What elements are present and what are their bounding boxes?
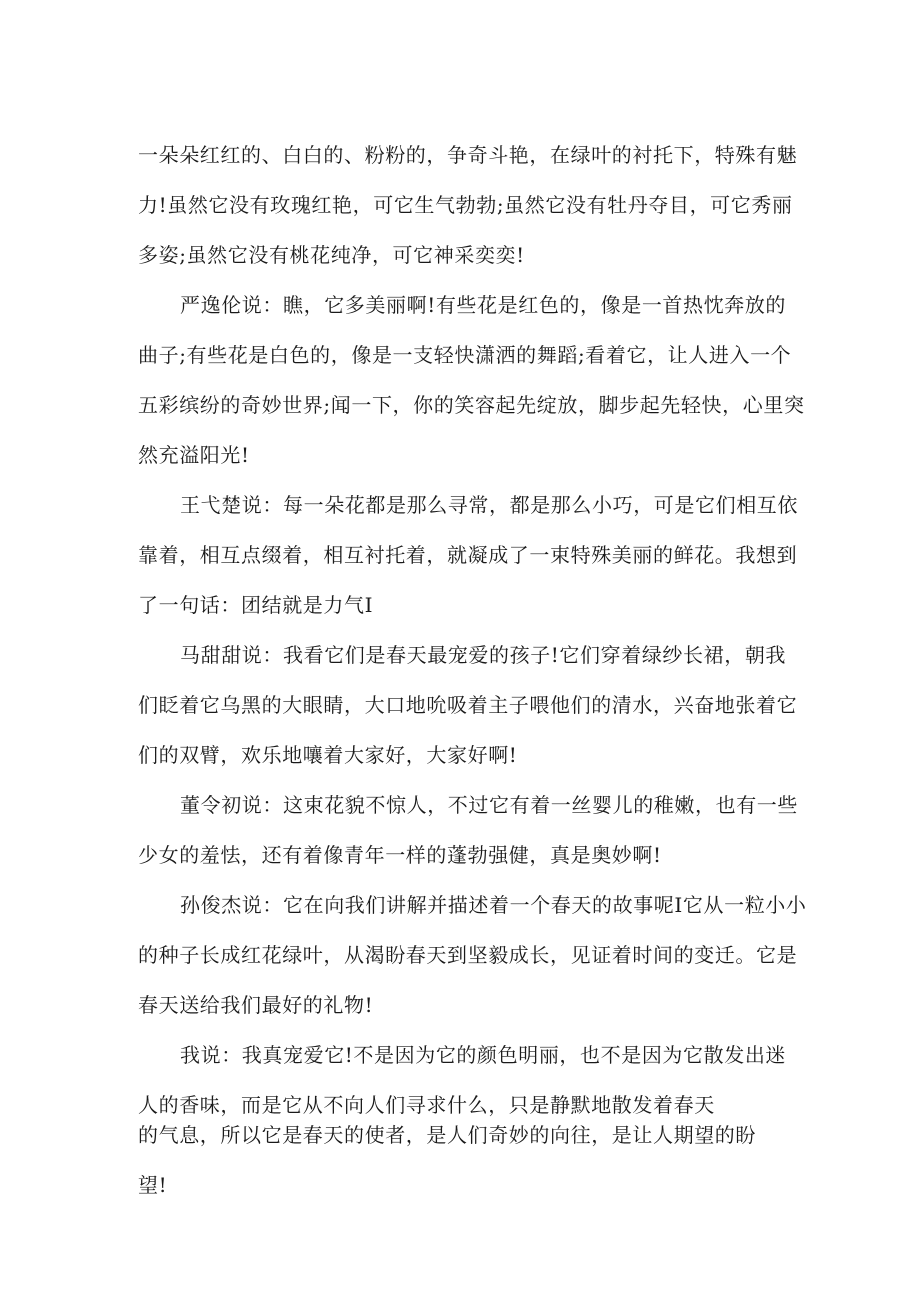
text-line-15: 少女的羞怯，还有着像青年一样的蓬勃强健，真是奥妙啊! <box>138 843 662 867</box>
text-line-13: 们的双臂，欢乐地嚷着大家好，大家好啊! <box>138 743 518 767</box>
text-line-9: 靠着，相互点缀着，相互衬托着，就凝成了一束特殊美丽的鲜花。我想到 <box>138 543 798 567</box>
text-line-1: 一朵朵红红的、白白的、粉粉的，争奇斗艳，在绿叶的衬托下，特殊有魅 <box>138 143 798 167</box>
text-line-6: 五彩缤纷的奇妙世界;闻一下，你的笑容起先绽放，脚步起先轻快，心里突 <box>138 393 805 417</box>
text-line-2: 力!虽然它没有玫瑰红艳，可它生气勃勃;虽然它没有牡丹夺目，可它秀丽 <box>138 193 793 217</box>
text-line-4: 严逸伦说：瞧，它多美丽啊!有些花是红色的，像是一首热忱奔放的 <box>180 293 787 317</box>
text-line-7: 然充溢阳光! <box>138 443 250 467</box>
text-line-21: 的气息，所以它是春天的使者，是人们奇妙的向往，是让人期望的盼 <box>138 1123 756 1147</box>
text-line-17: 的种子长成红花绿叶，从渴盼春天到坚毅成长，见证着时间的变迁。它是 <box>138 943 798 967</box>
text-line-3: 多姿;虽然它没有桃花纯净，可它神采奕奕! <box>138 243 525 267</box>
text-line-18: 春天送给我们最好的礼物! <box>138 993 374 1017</box>
text-line-11: 马甜甜说：我看它们是春天最宠爱的孩子!它们穿着绿纱长裙，朝我 <box>180 643 787 667</box>
text-line-8: 王弋楚说：每一朵花都是那么寻常，都是那么小巧，可是它们相互依 <box>180 493 798 517</box>
text-line-12: 们眨着它乌黑的大眼睛，大口地吮吸着主子喂他们的清水，兴奋地张着它 <box>138 693 798 717</box>
text-line-20: 人的香味，而是它从不向人们寻求什么，只是静默地散发着春天 <box>138 1093 715 1117</box>
text-line-10: 了一句话：团结就是力气I <box>138 593 374 617</box>
text-line-5: 曲子;有些花是白色的，像是一支轻快潇洒的舞蹈;看着它，让人进入一个 <box>138 343 792 367</box>
text-line-14: 董令初说：这束花貌不惊人，不过它有着一丝婴儿的稚嫩，也有一些 <box>180 793 798 817</box>
text-line-22: 望! <box>138 1173 168 1197</box>
text-line-16: 孙俊杰说：它在向我们讲解并描述着一个春天的故事呢I它从一粒小小 <box>180 893 807 917</box>
text-line-19: 我说：我真宠爱它!不是因为它的颜色明丽，也不是因为它散发出迷 <box>180 1043 787 1067</box>
